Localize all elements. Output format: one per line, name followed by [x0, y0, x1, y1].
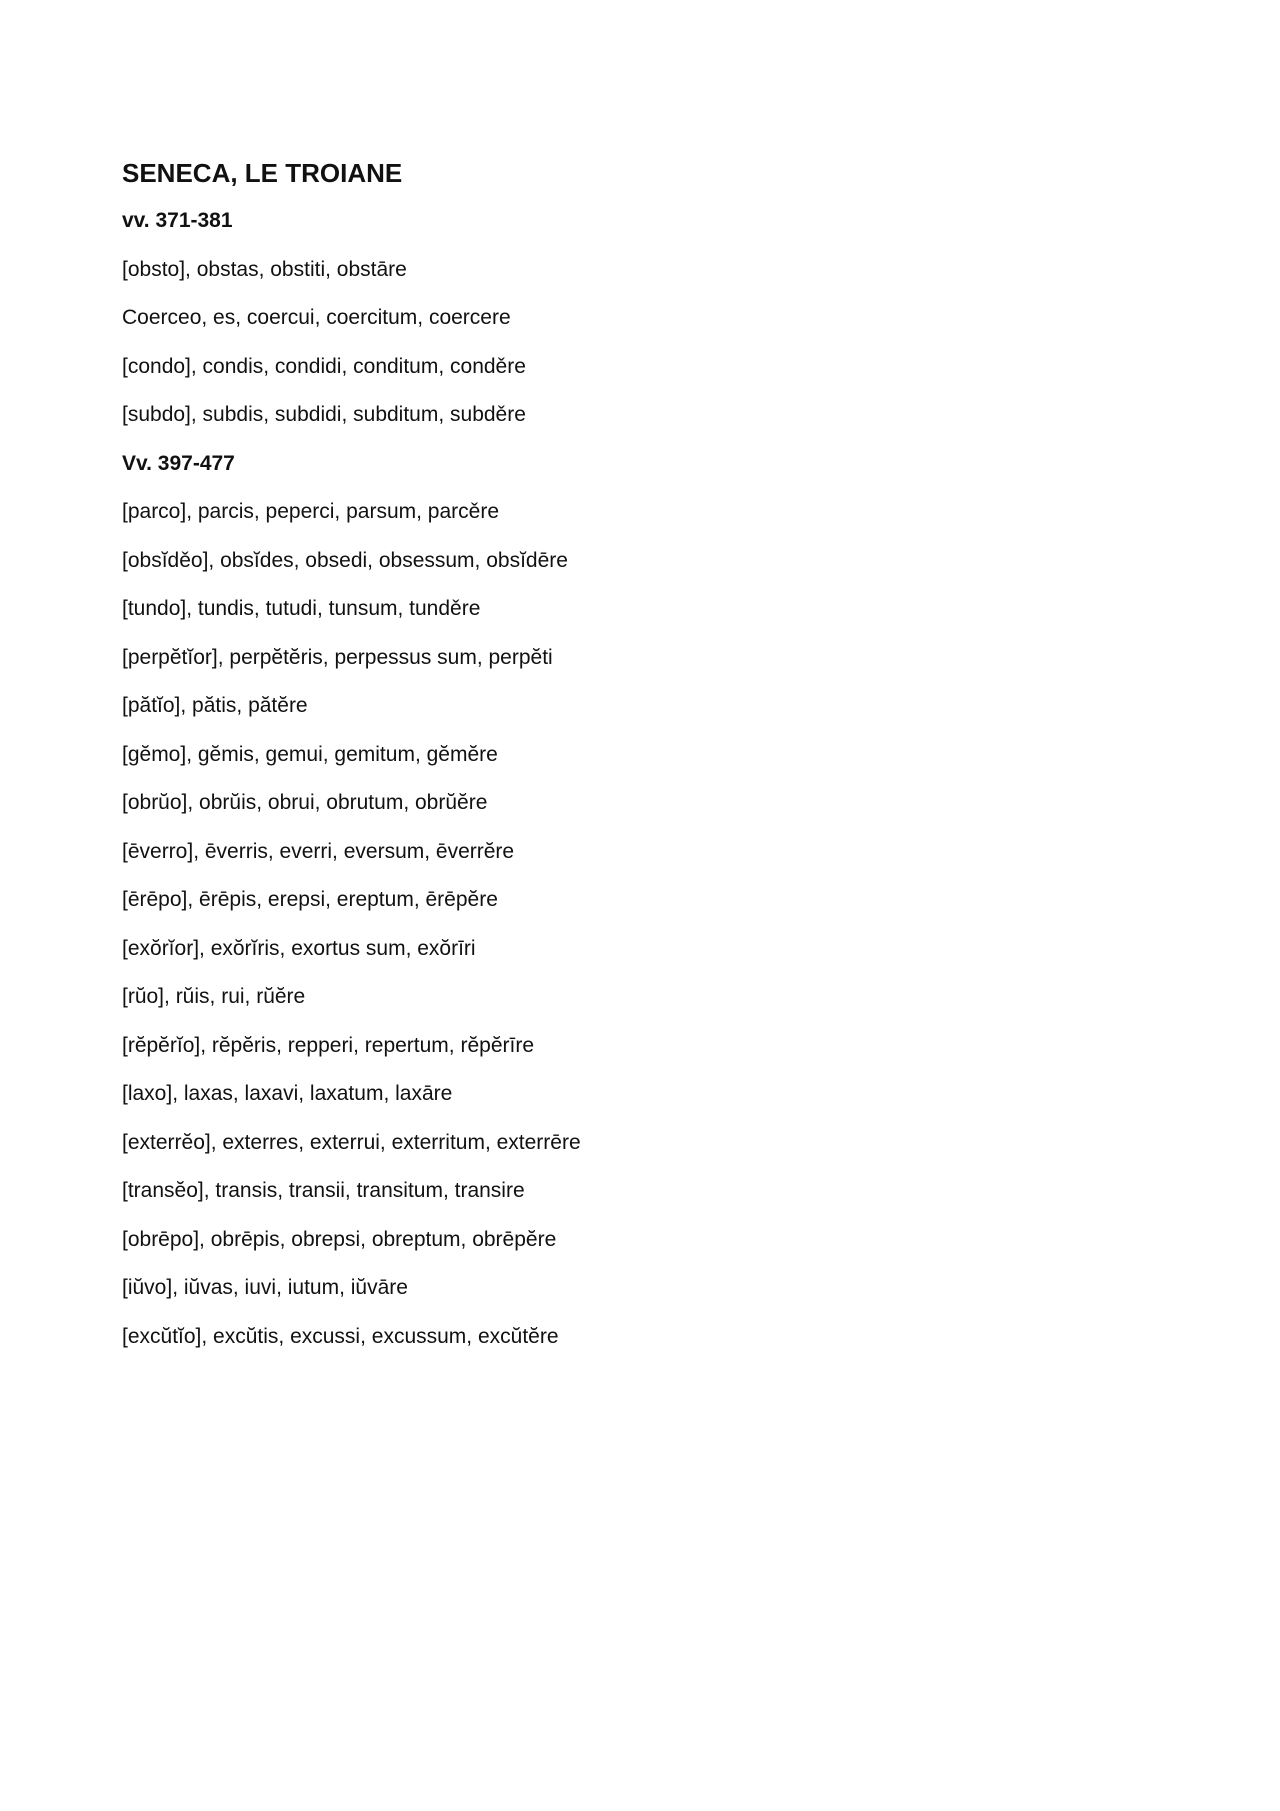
verb-entry: [obrŭo], obrŭis, obrui, obrutum, obrŭĕre [122, 791, 488, 814]
verb-entry: [obsto], obstas, obstiti, obstāre [122, 257, 407, 281]
document-title: SENECA, LE TROIANE [122, 158, 403, 188]
section-vv-397-477 [122, 449, 1122, 1371]
verb-entry: [exŏrĭor], exŏrĭris, exortus sum, exŏrīri [122, 936, 476, 960]
verb-entry: [tundo], tundis, tutudi, tunsum, tunděre [122, 597, 481, 620]
verb-entry: [subdo], subdis, subdidi, subditum, subděre [122, 403, 526, 426]
verb-entry: [ēverro], ēverris, everri, eversum, ēverrĕre [122, 839, 515, 863]
verb-entry: [pătĭo], pătis, pătĕre [122, 694, 308, 717]
section-heading: Vv. 397-477 [122, 451, 235, 475]
verb-entry: [excŭtĭo], excŭtis, excussi, excussum, excŭtĕre [122, 1324, 559, 1348]
document-body [122, 156, 1122, 1370]
section-heading: vv. 371-381 [122, 209, 233, 232]
verb-entry: [iŭvo], iŭvas, iuvi, iutum, iŭvāre [122, 1276, 408, 1299]
verb-entry: [ērēpo], ērēpis, erepsi, ereptum, ērēpĕre [122, 888, 498, 911]
verb-entry: [rĕpĕrĭo], rĕpĕris, repperi, repertum, rĕpĕrīre [122, 1033, 535, 1057]
verb-entry: [obsĭděo], obsĭdes, obsedi, obsessum, obsĭdēre [122, 548, 568, 572]
verb-entry: [exterrĕo], exterres, exterrui, exterritum, exterrēre [122, 1130, 581, 1154]
verb-entry: [perpĕtĭor], perpĕtĕris, perpessus sum, perpĕti [122, 645, 553, 669]
verb-entry: [rŭo], rŭis, rui, rŭĕre [122, 985, 306, 1008]
verb-entry: [condo], condis, condidi, conditum, conděre [122, 354, 526, 378]
verb-entry: [obrēpo], obrēpis, obrepsi, obreptum, obrēpĕre [122, 1227, 557, 1251]
verb-entry: [laxo], laxas, laxavi, laxatum, laxāre [122, 1082, 453, 1105]
verb-entry: [parco], parcis, peperci, parsum, parcěre [122, 500, 499, 523]
section-vv-371-381 [122, 206, 1122, 449]
verb-entry: Coerceo, es, coercui, coercitum, coercere [122, 306, 511, 329]
verb-entry: [transĕo], transis, transii, transitum, transire [122, 1179, 525, 1202]
verb-entry: [gĕmo], gĕmis, gemui, gemitum, gĕmĕre [122, 742, 498, 766]
